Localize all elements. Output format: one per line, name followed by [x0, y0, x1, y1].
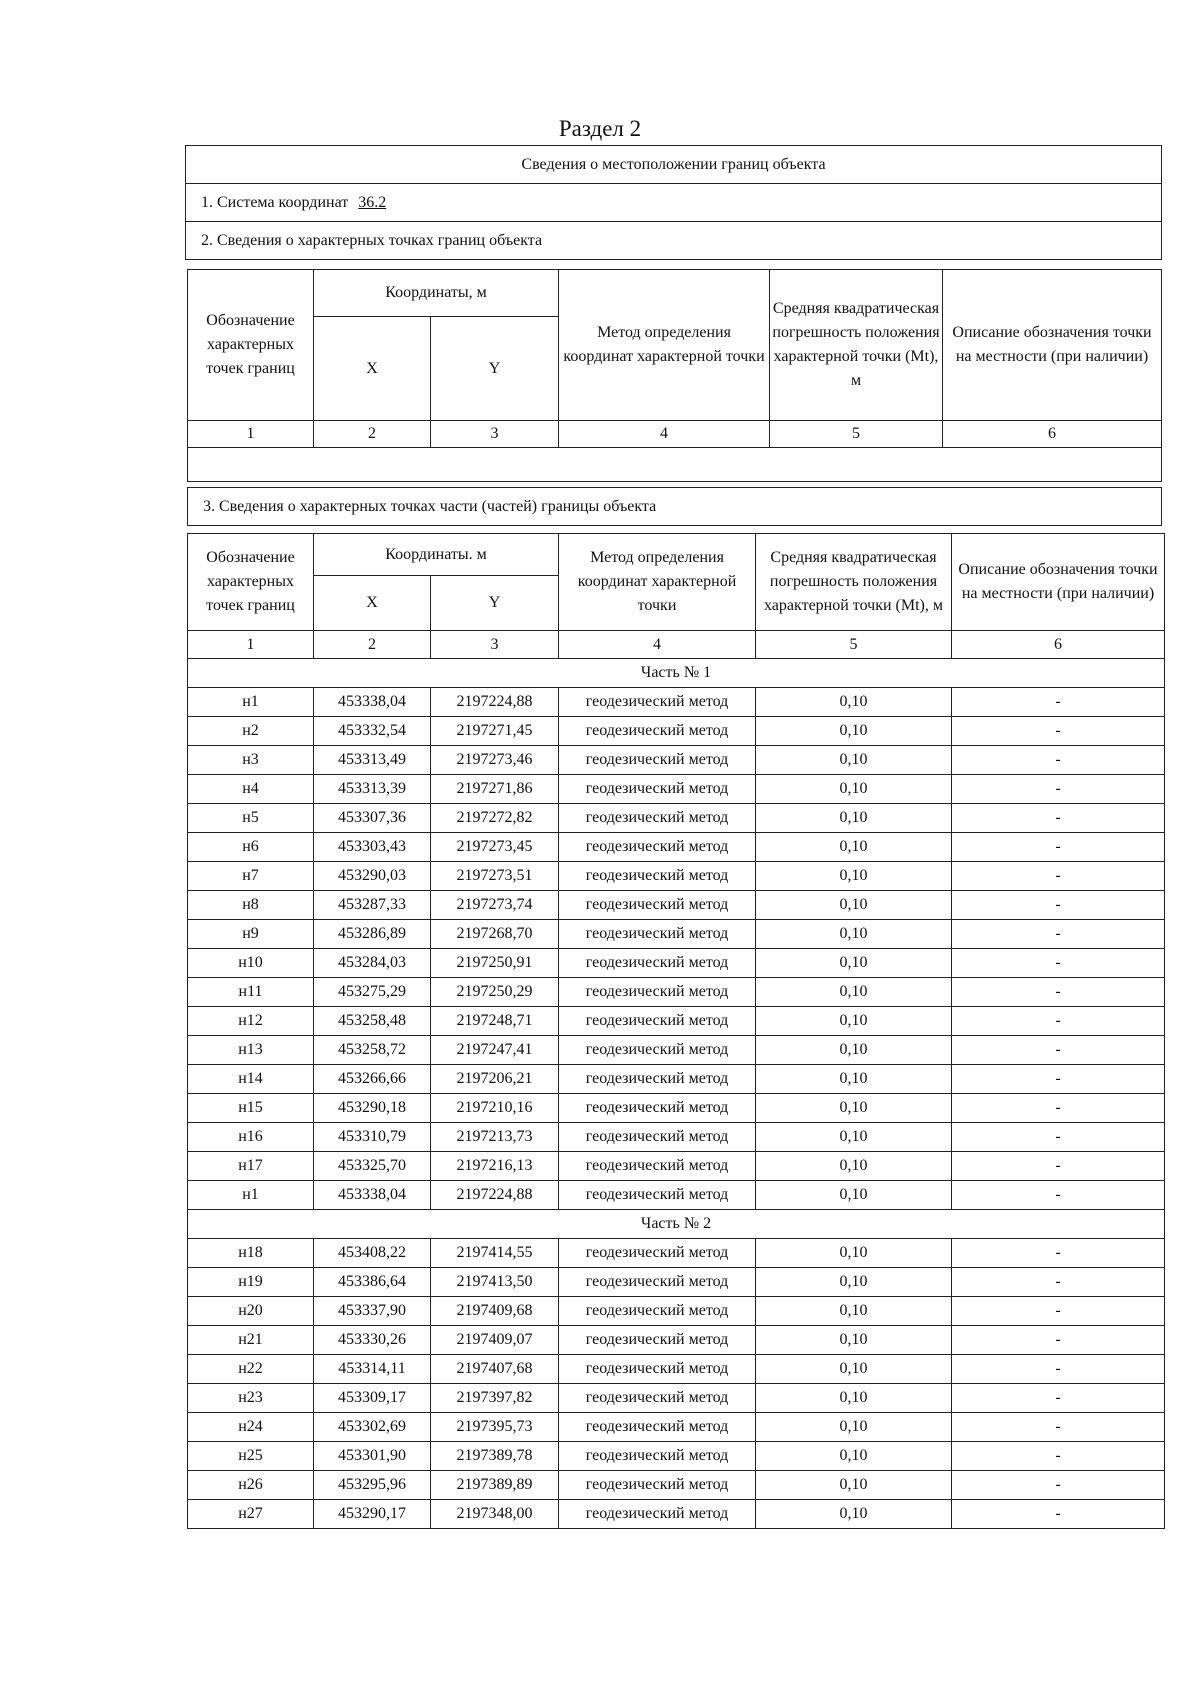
description: - [952, 1239, 1165, 1268]
coord-x: 453258,72 [314, 1036, 431, 1065]
coord-y: 2197271,45 [431, 717, 559, 746]
description: - [952, 1036, 1165, 1065]
method: геодезический метод [559, 775, 756, 804]
coord-y: 2197273,74 [431, 891, 559, 920]
table-row [188, 920, 1165, 949]
description: - [952, 1152, 1165, 1181]
table-row [188, 891, 1165, 920]
coord-x: 453338,04 [314, 1181, 431, 1210]
error-mt: 0,10 [756, 1152, 952, 1181]
col-error-header: Средняя квадратическая погрешность положения характерной точки (Mt), м [756, 534, 952, 631]
point-designation: н22 [188, 1355, 314, 1384]
table-row [188, 1268, 1165, 1297]
description: - [952, 1384, 1165, 1413]
method: геодезический метод [559, 1326, 756, 1355]
coord-x: 453309,17 [314, 1384, 431, 1413]
point-designation: н16 [188, 1123, 314, 1152]
table-row [188, 746, 1165, 775]
page-title: Раздел 2 [558, 116, 642, 141]
description: - [952, 1442, 1165, 1471]
point-designation: н7 [188, 862, 314, 891]
table-row [188, 717, 1165, 746]
error-mt: 0,10 [756, 1297, 952, 1326]
description: - [952, 862, 1165, 891]
error-mt: 0,10 [756, 1471, 952, 1500]
header-caption: Сведения о местоположении границ объекта [186, 146, 1161, 184]
method: геодезический метод [559, 1500, 756, 1529]
method: геодезический метод [559, 949, 756, 978]
point-designation: н6 [188, 833, 314, 862]
point-designation: н24 [188, 1413, 314, 1442]
col-num: 1 [188, 421, 314, 448]
point-designation: н4 [188, 775, 314, 804]
col-num: 2 [314, 631, 431, 659]
coord-x: 453408,22 [314, 1239, 431, 1268]
error-mt: 0,10 [756, 1007, 952, 1036]
coord-y: 2197407,68 [431, 1355, 559, 1384]
point-designation: н13 [188, 1036, 314, 1065]
section2-label: 2. Сведения о характерных точках границ объекта [201, 232, 543, 249]
coord-y: 2197224,88 [431, 688, 559, 717]
coord-y: 2197247,41 [431, 1036, 559, 1065]
coord-y: 2197409,07 [431, 1326, 559, 1355]
table-row [188, 1297, 1165, 1326]
col-description-header: Описание обозначения точки на местности (при наличии) [952, 534, 1165, 631]
description: - [952, 1326, 1165, 1355]
col-num: 3 [431, 631, 559, 659]
coord-y: 2197206,21 [431, 1065, 559, 1094]
point-designation: н15 [188, 1094, 314, 1123]
error-mt: 0,10 [756, 1181, 952, 1210]
table-row [188, 1152, 1165, 1181]
coord-x: 453337,90 [314, 1297, 431, 1326]
coord-y: 2197409,68 [431, 1297, 559, 1326]
part-label: Часть № 2 [188, 1210, 1165, 1239]
table-row [188, 1326, 1165, 1355]
coord-y: 2197271,86 [431, 775, 559, 804]
method: геодезический метод [559, 1297, 756, 1326]
method: геодезический метод [559, 1355, 756, 1384]
coord-y: 2197413,50 [431, 1268, 559, 1297]
error-mt: 0,10 [756, 717, 952, 746]
error-mt: 0,10 [756, 1442, 952, 1471]
col-num: 2 [314, 421, 431, 448]
col-num: 4 [559, 421, 770, 448]
coord-y: 2197272,82 [431, 804, 559, 833]
coord-x: 453338,04 [314, 688, 431, 717]
method: геодезический метод [559, 1007, 756, 1036]
coord-x: 453332,54 [314, 717, 431, 746]
col-num: 4 [559, 631, 756, 659]
description: - [952, 804, 1165, 833]
error-mt: 0,10 [756, 1239, 952, 1268]
coord-y: 2197397,82 [431, 1384, 559, 1413]
point-designation: н17 [188, 1152, 314, 1181]
coord-x: 453287,33 [314, 891, 431, 920]
method: геодезический метод [559, 1181, 756, 1210]
method: геодезический метод [559, 891, 756, 920]
empty-cell [188, 448, 1162, 482]
error-mt: 0,10 [756, 1355, 952, 1384]
empty-row [188, 448, 1162, 482]
description: - [952, 949, 1165, 978]
coord-x: 453314,11 [314, 1355, 431, 1384]
table-row [188, 1181, 1165, 1210]
method: геодезический метод [559, 978, 756, 1007]
coord-y: 2197213,73 [431, 1123, 559, 1152]
coord-y: 2197273,45 [431, 833, 559, 862]
col-description-header: Описание обозначения точки на местности (при наличии) [943, 270, 1162, 421]
coord-x: 453290,18 [314, 1094, 431, 1123]
coord-y: 2197389,89 [431, 1471, 559, 1500]
point-designation: н21 [188, 1326, 314, 1355]
method: геодезический метод [559, 804, 756, 833]
description: - [952, 1297, 1165, 1326]
error-mt: 0,10 [756, 1268, 952, 1297]
coord-y: 2197224,88 [431, 1181, 559, 1210]
coord-y: 2197210,16 [431, 1094, 559, 1123]
col-x-header: X [314, 576, 431, 631]
table-row [188, 1239, 1165, 1268]
col-num: 6 [943, 421, 1162, 448]
description: - [952, 688, 1165, 717]
method: геодезический метод [559, 920, 756, 949]
table-row [188, 1471, 1165, 1500]
coord-y: 2197414,55 [431, 1239, 559, 1268]
coord-x: 453330,26 [314, 1326, 431, 1355]
point-designation: н27 [188, 1500, 314, 1529]
col-x-header: X [314, 317, 431, 421]
method: геодезический метод [559, 1094, 756, 1123]
col-error-header: Средняя квадратическая погрешность положения характерной точки (Mt), м [770, 270, 943, 421]
coord-x: 453290,17 [314, 1500, 431, 1529]
error-mt: 0,10 [756, 1326, 952, 1355]
table-row [188, 862, 1165, 891]
description: - [952, 1065, 1165, 1094]
method: геодезический метод [559, 1471, 756, 1500]
coord-y: 2197216,13 [431, 1152, 559, 1181]
table-row [188, 1442, 1165, 1471]
coord-x: 453310,79 [314, 1123, 431, 1152]
error-mt: 0,10 [756, 891, 952, 920]
description: - [952, 1181, 1165, 1210]
point-designation: н26 [188, 1471, 314, 1500]
point-designation: н23 [188, 1384, 314, 1413]
col-num: 5 [770, 421, 943, 448]
error-mt: 0,10 [756, 1413, 952, 1442]
method: геодезический метод [559, 746, 756, 775]
table-row [188, 833, 1165, 862]
coord-x: 453258,48 [314, 1007, 431, 1036]
error-mt: 0,10 [756, 862, 952, 891]
point-designation: н14 [188, 1065, 314, 1094]
coord-x: 453307,36 [314, 804, 431, 833]
description: - [952, 1413, 1165, 1442]
description: - [952, 717, 1165, 746]
coord-x: 453313,39 [314, 775, 431, 804]
description: - [952, 978, 1165, 1007]
description: - [952, 1268, 1165, 1297]
coord-x: 453286,89 [314, 920, 431, 949]
point-designation: н5 [188, 804, 314, 833]
method: геодезический метод [559, 717, 756, 746]
description: - [952, 1094, 1165, 1123]
description: - [952, 1355, 1165, 1384]
description: - [952, 833, 1165, 862]
col-method-header: Метод определения координат характерной точки [559, 270, 770, 421]
col-designation-header: Обозначение характерных точек границ [188, 270, 314, 421]
table-row [188, 1500, 1165, 1529]
description: - [952, 920, 1165, 949]
coord-y: 2197273,46 [431, 746, 559, 775]
method: геодезический метод [559, 688, 756, 717]
method: геодезический метод [559, 1123, 756, 1152]
point-designation: н11 [188, 978, 314, 1007]
table-row [188, 1065, 1165, 1094]
description: - [952, 1123, 1165, 1152]
coord-y: 2197348,00 [431, 1500, 559, 1529]
coord-y: 2197250,91 [431, 949, 559, 978]
point-designation: н19 [188, 1268, 314, 1297]
error-mt: 0,10 [756, 804, 952, 833]
part-header-row [188, 659, 1165, 688]
table-row [188, 1007, 1165, 1036]
method: геодезический метод [559, 1442, 756, 1471]
table-row [188, 978, 1165, 1007]
method: геодезический метод [559, 1036, 756, 1065]
point-designation: н3 [188, 746, 314, 775]
col-num: 5 [756, 631, 952, 659]
method: геодезический метод [559, 1152, 756, 1181]
table-row [188, 804, 1165, 833]
description: - [952, 1471, 1165, 1500]
point-designation: н12 [188, 1007, 314, 1036]
col-y-header: Y [431, 317, 559, 421]
method: геодезический метод [559, 1239, 756, 1268]
coord-y: 2197248,71 [431, 1007, 559, 1036]
method: геодезический метод [559, 1413, 756, 1442]
error-mt: 0,10 [756, 688, 952, 717]
boundary-points-table [187, 269, 1162, 482]
coord-y: 2197250,29 [431, 978, 559, 1007]
error-mt: 0,10 [756, 920, 952, 949]
point-designation: н9 [188, 920, 314, 949]
coord-x: 453266,66 [314, 1065, 431, 1094]
coord-x: 453325,70 [314, 1152, 431, 1181]
point-designation: н20 [188, 1297, 314, 1326]
description: - [952, 891, 1165, 920]
description: - [952, 1007, 1165, 1036]
column-number-row [188, 421, 1162, 448]
coord-y: 2197273,51 [431, 862, 559, 891]
coord-x: 453295,96 [314, 1471, 431, 1500]
error-mt: 0,10 [756, 746, 952, 775]
point-designation: н25 [188, 1442, 314, 1471]
error-mt: 0,10 [756, 1036, 952, 1065]
coord-x: 453301,90 [314, 1442, 431, 1471]
coord-x: 453303,43 [314, 833, 431, 862]
section3-label: 3. Сведения о характерных точках части (частей) границы объекта [187, 487, 1162, 526]
error-mt: 0,10 [756, 833, 952, 862]
point-designation: н1 [188, 688, 314, 717]
coord-x: 453302,69 [314, 1413, 431, 1442]
method: геодезический метод [559, 1268, 756, 1297]
coord-x: 453313,49 [314, 746, 431, 775]
error-mt: 0,10 [756, 1094, 952, 1123]
table-row [188, 1384, 1165, 1413]
description: - [952, 775, 1165, 804]
object-location-header [185, 145, 1162, 260]
error-mt: 0,10 [756, 978, 952, 1007]
error-mt: 0,10 [756, 775, 952, 804]
col-y-header: Y [431, 576, 559, 631]
col-num: 3 [431, 421, 559, 448]
coord-x: 453290,03 [314, 862, 431, 891]
error-mt: 0,10 [756, 1123, 952, 1152]
coord-system-label: 1. Система координат [201, 194, 349, 211]
column-number-row [188, 631, 1165, 659]
method: геодезический метод [559, 862, 756, 891]
col-num: 6 [952, 631, 1165, 659]
table-row [188, 1355, 1165, 1384]
coord-x: 453284,03 [314, 949, 431, 978]
coord-x: 453386,64 [314, 1268, 431, 1297]
col-method-header: Метод определения координат характерной точки [559, 534, 756, 631]
coord-system-value: 36.2 [358, 194, 387, 211]
part-points-table [187, 533, 1165, 1529]
part-header-row [188, 1210, 1165, 1239]
table-row [188, 949, 1165, 978]
description: - [952, 746, 1165, 775]
method: геодезический метод [559, 1065, 756, 1094]
table-row [188, 1094, 1165, 1123]
error-mt: 0,10 [756, 1500, 952, 1529]
table-row [188, 1123, 1165, 1152]
coord-y: 2197389,78 [431, 1442, 559, 1471]
col-num: 1 [188, 631, 314, 659]
point-designation: н10 [188, 949, 314, 978]
point-designation: н8 [188, 891, 314, 920]
table-row [188, 1036, 1165, 1065]
part-label: Часть № 1 [188, 659, 1165, 688]
method: геодезический метод [559, 833, 756, 862]
coord-system-row [186, 184, 1161, 222]
method: геодезический метод [559, 1384, 756, 1413]
coord-y: 2197268,70 [431, 920, 559, 949]
error-mt: 0,10 [756, 949, 952, 978]
table-row [188, 1413, 1165, 1442]
point-designation: н18 [188, 1239, 314, 1268]
error-mt: 0,10 [756, 1065, 952, 1094]
col-coords-header: Координаты. м [314, 534, 559, 576]
coord-x: 453275,29 [314, 978, 431, 1007]
coord-y: 2197395,73 [431, 1413, 559, 1442]
table-row [188, 775, 1165, 804]
point-designation: н2 [188, 717, 314, 746]
col-designation-header: Обозначение характерных точек границ [188, 534, 314, 631]
col-coords-header: Координаты, м [314, 270, 559, 317]
description: - [952, 1500, 1165, 1529]
error-mt: 0,10 [756, 1384, 952, 1413]
point-designation: н1 [188, 1181, 314, 1210]
table-row [188, 688, 1165, 717]
